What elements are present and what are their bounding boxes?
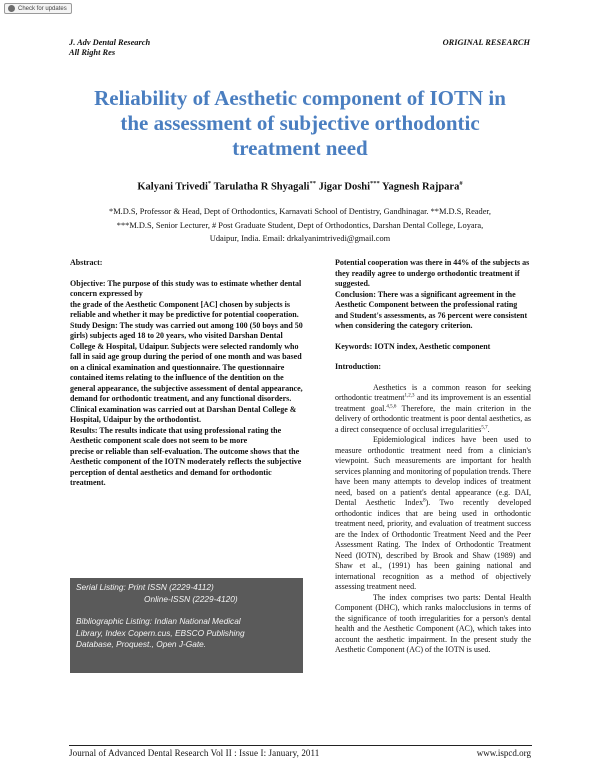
abstract-cooperation: Potential cooperation was there in 44% of the subjects as they readily agree to undergo orthodontic treatment if suggested. xyxy=(335,258,530,288)
bibliographic-listing-line: Database, Proquest., Open J-Gate. xyxy=(76,639,207,649)
title-line-3: treatment need xyxy=(232,136,368,160)
author-name: Jigar Doshi xyxy=(318,181,371,193)
journal-name: J. Adv Dental Research xyxy=(69,38,151,47)
author-mark: *** xyxy=(370,180,380,187)
bibliographic-listing: Bibliographic Listing: Indian National Medical xyxy=(76,616,241,626)
abstract-objective-cont: the grade of the Aesthetic Component [AC] chosen by subjects is reliable and whether it may be predictive for potential cooperation. xyxy=(70,299,299,319)
intro-paragraph-2 xyxy=(335,435,531,593)
abstract-conclusion: Conclusion: There was a significant agreement in the Aesthetic Component between the professional rating and Student's assessments, as 76 percent were consistent when considering the category criterion. xyxy=(335,289,528,330)
title-line-2: the assessment of subjective orthodontic xyxy=(120,111,480,135)
affiliation-line: Udaipur, India. Email: drkalyanimtrivedi@gmail.com xyxy=(209,234,391,243)
listing-box xyxy=(70,578,303,673)
author-mark: ** xyxy=(309,180,316,187)
citation: 4,5,6 xyxy=(386,403,397,409)
check-for-updates-badge[interactable] xyxy=(4,3,72,14)
author-mark: # xyxy=(459,180,463,187)
intro-text: Epidemiological indices have been used to measure orthodontic treatment need from a clinician's viewpoint. Such measurements are important for health services planning and monitoring of population trends. There have been many attempts to develop indices of treatment need, based on a patient's dental appearance (e.g. DAI, Dental Aesthetic Index xyxy=(335,435,531,507)
intro-text: ). Two recently developed orthodontic indices that are being used in orthodontic treatment need, priority, and evaluation of treatment success are the Index of Orthodontic Treatment Need and the Peer Assessment Rating. The Index of Orthodontic Treatment Need (IOTN), described by Brook and Shaw (1989) and Shaw et al., (1991) has been gaining national and international recognition as a method of objectively assessing treatment need. xyxy=(335,498,531,591)
abstract-results-cont: precise or reliable than self-evaluation. The outcome shows that the Aesthetic component of the IOTN moderately reflects the subjective perception of dental aesthetics and demand for orthodontic treatment. xyxy=(70,446,302,487)
footer-website-link[interactable]: www.ispcd.org xyxy=(476,748,531,758)
intro-text: Therefore, the main criterion in the delivery of orthodontic treatment is poor dental aesthetics, as a direct consequence of occlusal irregularities xyxy=(335,403,532,434)
intro-text: and its improvement is an essential treatment goal. xyxy=(335,393,532,413)
author-name: Kalyani Trivedi xyxy=(137,181,208,193)
citation: 8 xyxy=(423,498,426,504)
author-list xyxy=(70,180,530,193)
abstract-study-design: Study Design: The study was carried out among 100 (50 boys and 50 girls) subjects aged 18 to 20 years, who visited Darshan Dental College & Hospital, Udaipur. Subjects were selected randomly who fall in said age group during the period of one month and was based on a clinical examination and questionnaire. The questionnaire contained items relating to the influence of the dentition on the general appearance, the subjective assessment of dental appearance, demand for orthodontic treatment, and any functional disorders. Clinical examination was carried out at Darshan Dental College & Hospital, Udaipur by the orthodontist. xyxy=(70,320,303,424)
abstract-results: Results: The results indicate that using professional rating the Aesthetic component scale does not seem to be more xyxy=(70,425,282,445)
title-line-1: Reliability of Aesthetic component of IOTN in xyxy=(94,86,506,110)
author-mark: * xyxy=(207,180,212,187)
keywords: Keywords: IOTN index, Aesthetic component xyxy=(335,341,491,351)
rights-line: All Right Res xyxy=(69,48,116,57)
bibliographic-listing-line: Library, Index Copern.cus, EBSCO Publishing xyxy=(76,627,245,638)
affiliation-line: *M.D.S, Professor & Head, Dept of Orthodontics, Karnavati School of Dentistry, Gandhinagar. **M.D.S, Reader, xyxy=(109,207,491,216)
introduction-heading: Introduction: xyxy=(335,362,382,371)
abstract-column xyxy=(70,258,303,489)
affiliation-line: ***M.D.S, Senior Lecturer, # Post Graduate Student, Dept of Orthodontics, Darshan Dental College, Loyara, xyxy=(116,220,484,230)
intro-paragraph-3: The index comprises two parts: Dental Health Component (DHC), which ranks malocclusions in terms of the significance of tooth irregularities for a person's dental health and the Aesthetic Component (AC), which takes into account the aesthetic impairment. In the present study the Aesthetic Component (AC) of the IOTN is used. xyxy=(335,592,531,654)
abstract-heading: Abstract: xyxy=(70,258,103,267)
serial-print-issn: Serial Listing: Print ISSN (2229-4112) xyxy=(76,582,214,592)
author-name: Yagnesh Rajpara xyxy=(382,181,460,193)
citation: 5,7 xyxy=(481,424,488,430)
article-type: ORIGINAL RESEARCH xyxy=(442,38,530,47)
serial-online-issn: Online-ISSN (2229-4120) xyxy=(144,593,238,604)
check-icon xyxy=(8,5,15,12)
affiliations xyxy=(66,205,534,246)
intro-paragraph-1 xyxy=(335,383,531,436)
paper-title xyxy=(70,86,530,161)
footer-citation: Journal of Advanced Dental Research Vol II : Issue I: January, 2011 xyxy=(69,748,320,758)
footer-divider xyxy=(69,745,532,746)
author-name: Tarulatha R Shyagali xyxy=(213,181,310,193)
right-column xyxy=(335,258,531,656)
intro-text: Aesthetics is a common reason for seeking orthodontic treatment xyxy=(335,382,531,402)
citation: 1,2,3 xyxy=(404,393,415,399)
abstract-objective: Objective: The purpose of this study was to estimate whether dental concern expressed by xyxy=(70,278,302,298)
intro-text: . xyxy=(487,424,490,434)
badge-label: Check for updates xyxy=(18,5,67,12)
